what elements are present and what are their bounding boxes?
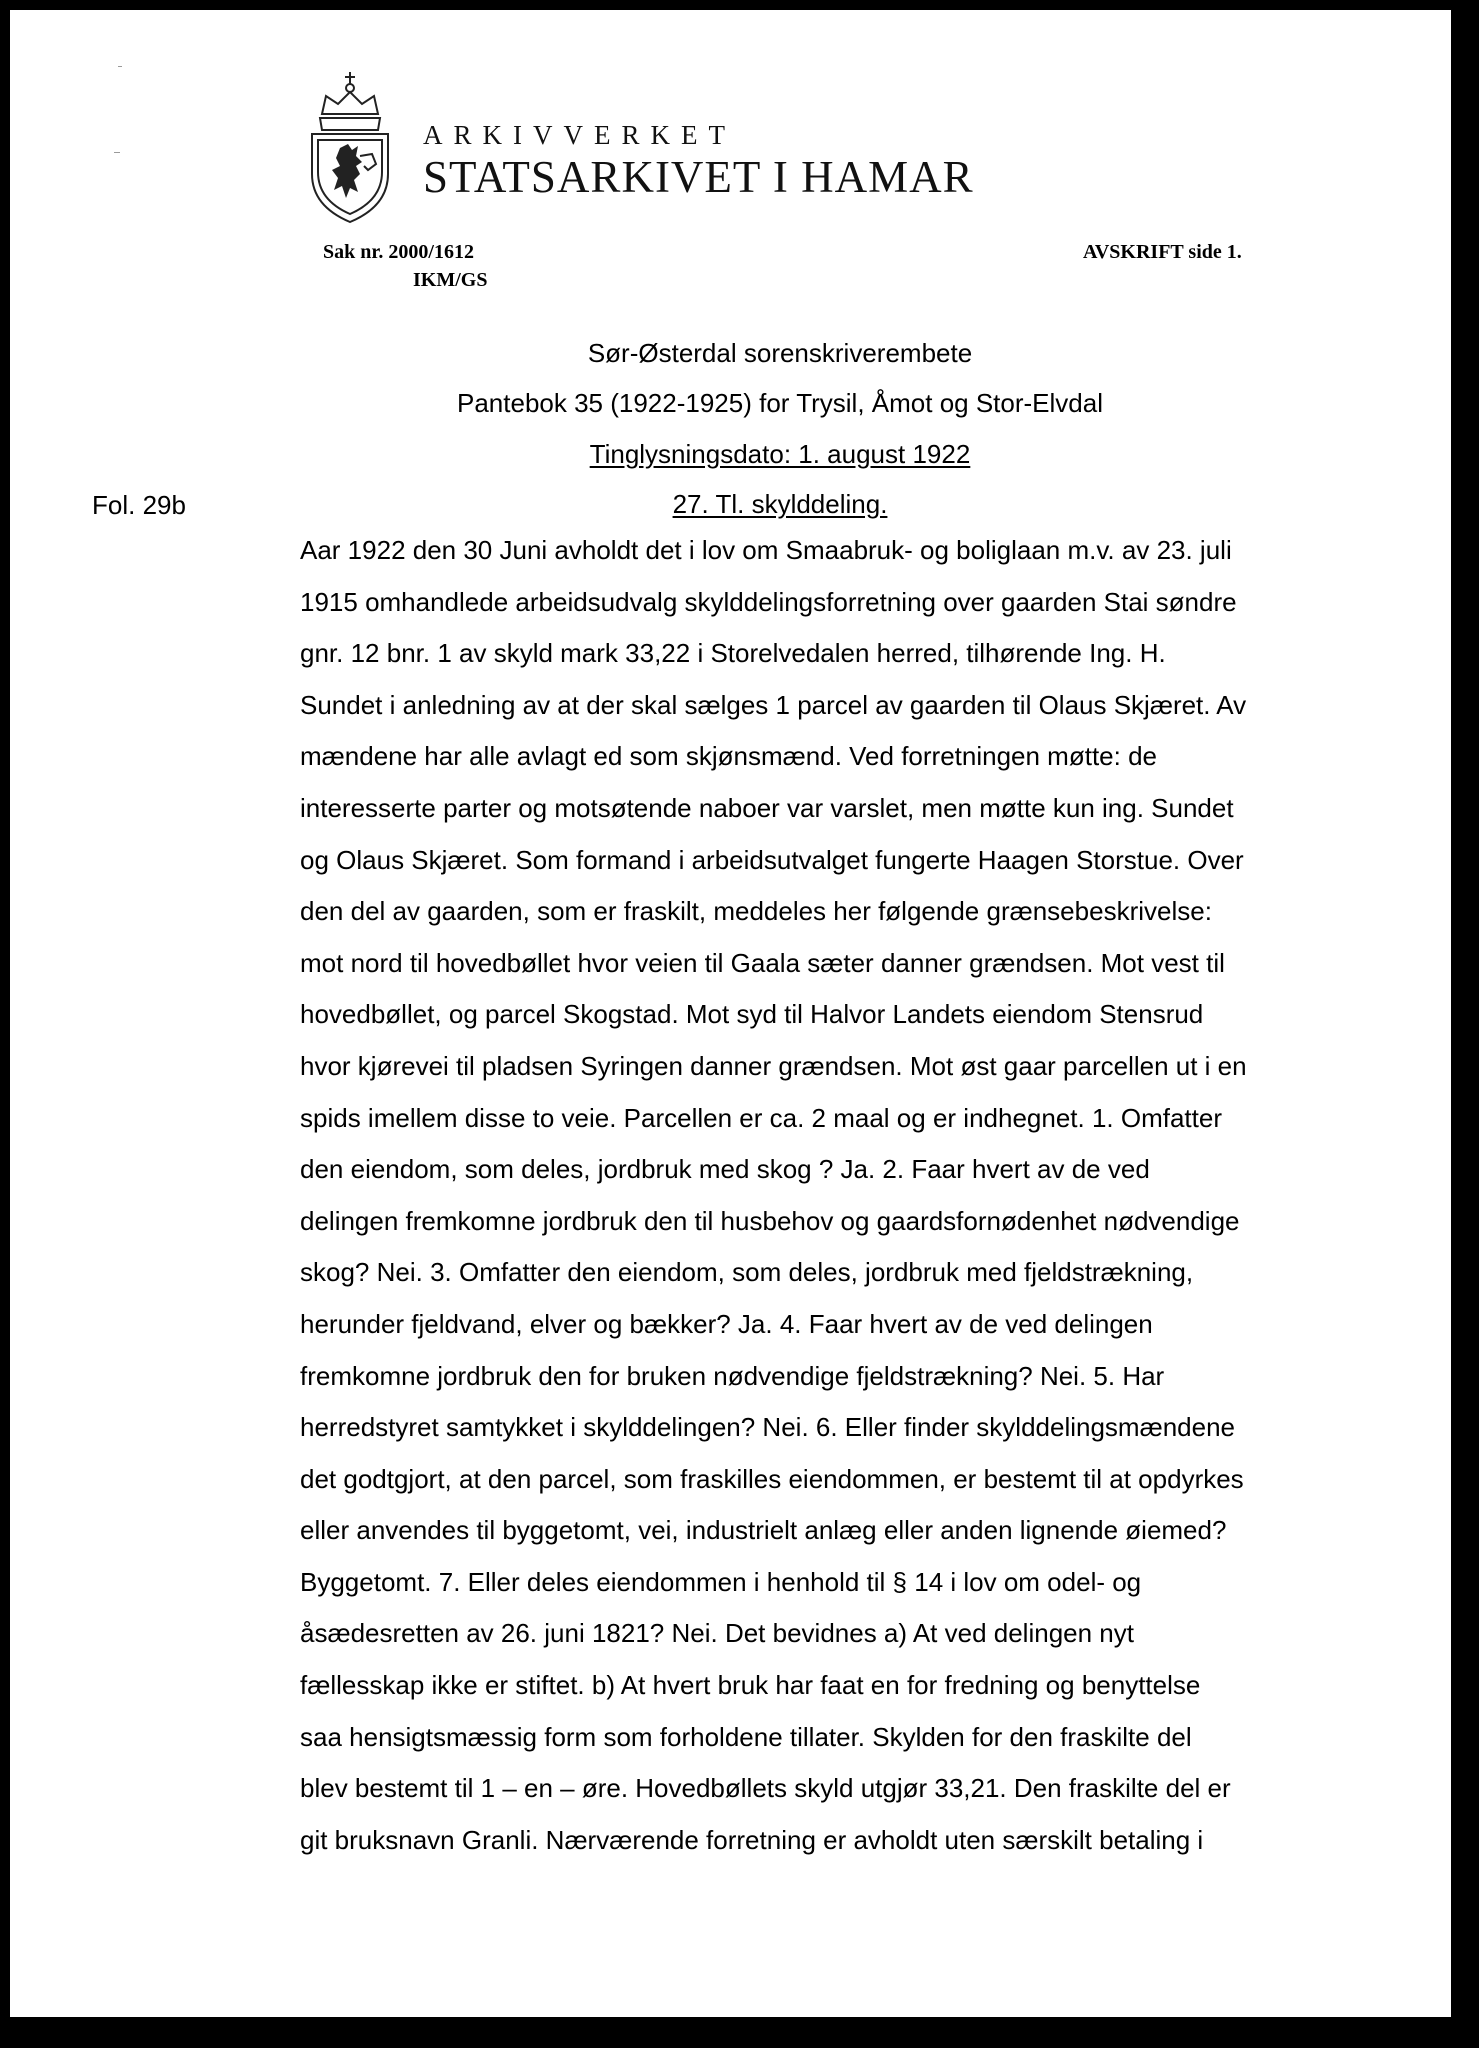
archive-name: ARKIVVERKET xyxy=(423,120,736,150)
case-initials: IKM/GS xyxy=(413,269,488,291)
body-line: interesserte parter og motsøtende naboer var varslet, men møtte kun ing. Sundet xyxy=(300,792,1234,823)
body-line: saa hensigtsmæssig form som forholdene tillater. Skylden for den fraskilte del xyxy=(300,1721,1192,1752)
body-line: gnr. 12 bnr. 1 av skyld mark 33,22 i Storelvedalen herred, tilhørende Ing. H. xyxy=(300,638,1166,669)
body-line: herunder fjeldvand, elver og bækker? Ja. 4. Faar hvert av de ved delingen xyxy=(300,1308,1153,1339)
archive-division: STATSARKIVET I HAMAR xyxy=(423,152,974,202)
scan-speck xyxy=(118,66,122,67)
body-line: den del av gaarden, som er fraskilt, meddeles her følgende grænsebeskrivelse: xyxy=(300,896,1212,927)
entry-title-heading xyxy=(300,489,1260,520)
case-number: Sak nr. 2000/1612 xyxy=(323,241,474,263)
body-line: Aar 1922 den 30 Juni avholdt det i lov om Smaabruk- og boliglaan m.v. av 23. juli xyxy=(300,535,1232,565)
body-line: hvor kjørevei til pladsen Syringen danner grændsen. Mot øst gaar parcellen ut i en xyxy=(300,1050,1247,1081)
body-line: den eiendom, som deles, jordbruk med skog ? Ja. 2. Faar hvert av de ved xyxy=(300,1154,1150,1185)
body-line: fremkomne jordbruk den for bruken nødvendige fjeldstrækning? Nei. 5. Har xyxy=(300,1360,1165,1391)
body-line: herredstyret samtykket i skylddelingen? Nei. 6. Eller finder skylddelingsmændene xyxy=(300,1412,1235,1443)
body-line: det godtgjort, at den parcel, som fraskilles eiendommen, er bestemt til at opdyrkes xyxy=(300,1463,1244,1494)
body-line: Byggetomt. 7. Eller deles eiendommen i henhold til § 14 i lov om odel- og xyxy=(300,1566,1142,1597)
deed-body-text xyxy=(300,525,1350,1866)
registration-date-heading xyxy=(300,439,1260,470)
body-line: blev bestemt til 1 – en – øre. Hovedbøllets skyld utgjør 33,21. Den fraskilte del er xyxy=(300,1773,1231,1804)
court-office-heading: Sør-Østerdal sorenskriverembete xyxy=(587,338,973,368)
body-line: mot nord til hovedbøllet hvor veien til Gaala sæter danner grændsen. Mot vest til xyxy=(300,947,1225,978)
document-page xyxy=(10,10,1451,2017)
body-line: skog? Nei. 3. Omfatter den eiendom, som deles, jordbruk med fjeldstrækning, xyxy=(300,1257,1194,1288)
body-line: mændene har alle avlagt ed som skjønsmænd. Ved forretningen møtte: de xyxy=(300,741,1157,772)
registration-date-text: Tinglysningsdato: 1. august 1922 xyxy=(589,439,971,469)
body-line: spids imellem disse to veie. Parcellen er ca. 2 maal og er indhegnet. 1. Omfatter xyxy=(300,1102,1222,1133)
coat-of-arms-icon xyxy=(302,70,398,230)
body-line: og Olaus Skjæret. Som formand i arbeidsutvalget fungerte Haagen Storstue. Over xyxy=(300,844,1244,875)
body-line: git bruksnavn Granli. Nærværende forretning er avholdt uten særskilt betaling i xyxy=(300,1824,1204,1855)
body-line: delingen fremkomne jordbruk den til husbehov og gaardsfornødenhet nødvendige xyxy=(300,1205,1240,1236)
body-line: 1915 omhandlede arbeidsudvalg skylddelingsforretning over gaarden Stai søndre xyxy=(300,586,1237,617)
body-line: Sundet i anledning av at der skal sælges 1 parcel av gaarden til Olaus Skjæret. Av xyxy=(300,689,1247,720)
body-line: fællesskap ikke er stiftet. b) At hvert bruk har faat en for fredning og benyttelse xyxy=(300,1670,1201,1701)
body-line: eller anvendes til byggetomt, vei, industrielt anlæg eller anden lignende øiemed? xyxy=(300,1515,1227,1546)
body-line: åsædesretten av 26. juni 1821? Nei. Det bevidnes a) At ved delingen nyt xyxy=(300,1618,1134,1649)
mortgage-book-heading: Pantebok 35 (1922-1925) for Trysil, Åmot og Stor-Elvdal xyxy=(457,388,1103,418)
scan-speck xyxy=(114,152,120,153)
copy-page-label: AVSKRIFT side 1. xyxy=(1083,241,1242,263)
body-line: hovedbøllet, og parcel Skogstad. Mot syd til Halvor Landets eiendom Stensrud xyxy=(300,999,1204,1030)
folio-marker: Fol. 29b xyxy=(92,490,186,520)
entry-title-text: 27. Tl. skylddeling. xyxy=(672,489,888,519)
